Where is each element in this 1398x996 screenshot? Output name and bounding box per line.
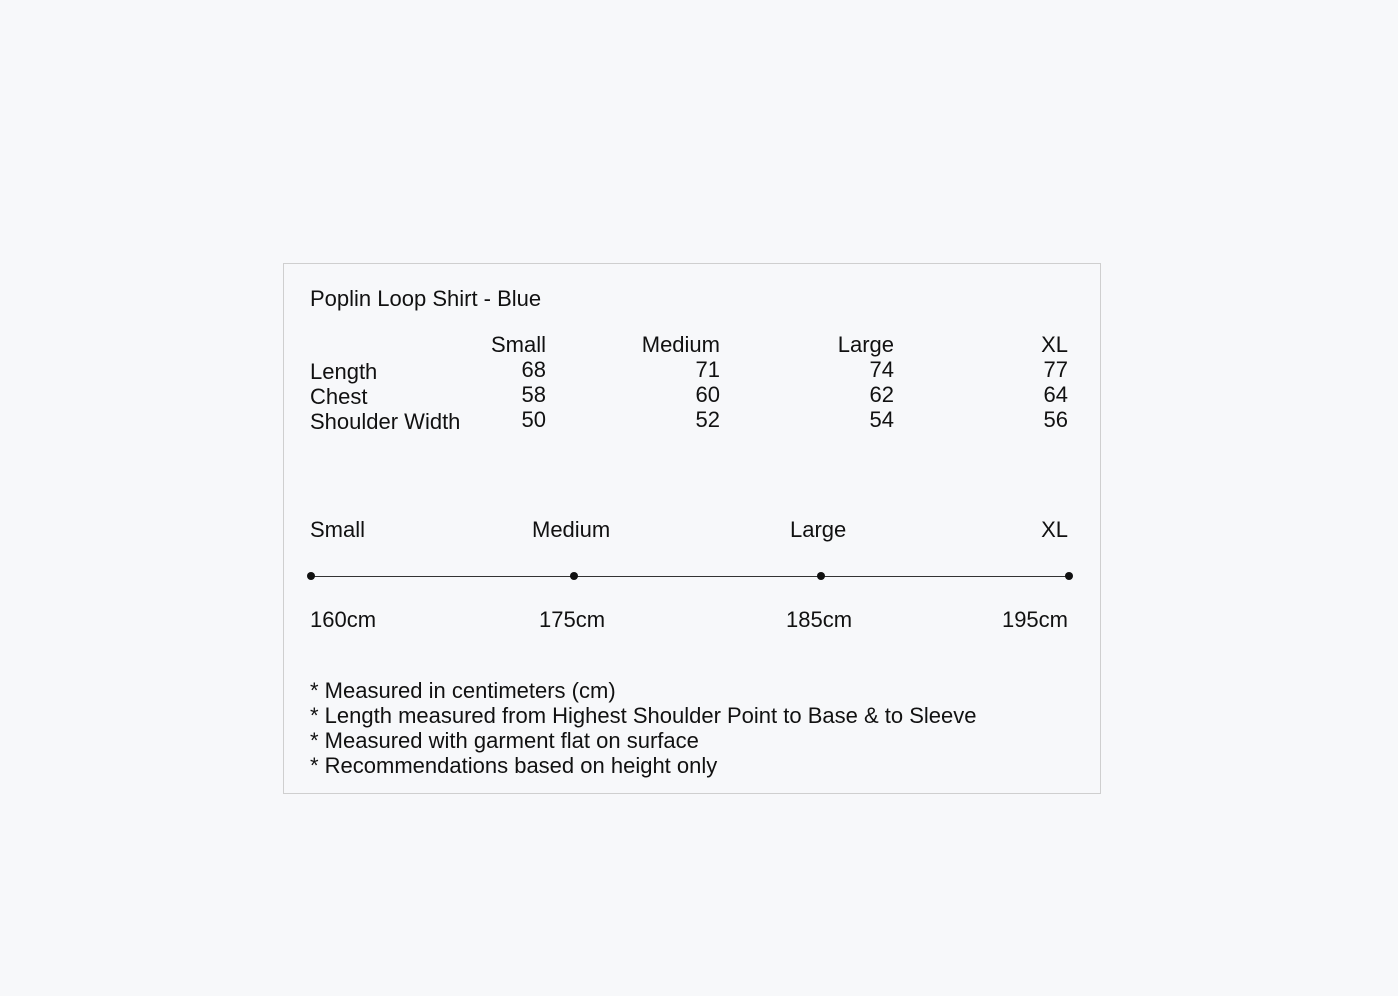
guide-height-medium: 175cm — [539, 607, 606, 632]
table-cell: 71 — [695, 357, 720, 382]
height-marker-dot — [817, 572, 825, 580]
height-marker-dot — [307, 572, 315, 580]
guide-height-xl: 195cm — [1001, 607, 1068, 632]
table-cell: 52 — [695, 407, 720, 432]
note-item: * Recommendations based on height only — [310, 753, 718, 778]
guide-size-xl: XL — [1041, 517, 1068, 542]
table-cell: 50 — [521, 407, 546, 432]
note-item: * Measured in centimeters (cm) — [310, 678, 616, 703]
table-cell: 74 — [869, 357, 894, 382]
table-cell: 54 — [869, 407, 894, 432]
column-header-large: Large — [837, 332, 894, 357]
note-item: * Length measured from Highest Shoulder Point to Base & to Sleeve — [310, 703, 977, 728]
size-chart-card — [283, 263, 1101, 794]
table-cell: 58 — [521, 382, 546, 407]
height-marker-dot — [570, 572, 578, 580]
notes-list — [310, 678, 977, 778]
row-label-chest: Chest — [310, 384, 368, 409]
table-cell: 56 — [1043, 407, 1068, 432]
column-header-medium: Medium — [641, 332, 720, 357]
table-cell: 60 — [695, 382, 720, 407]
row-label-length: Length — [310, 359, 378, 384]
table-cell: 64 — [1043, 382, 1068, 407]
column-header-xl: XL — [1041, 332, 1068, 357]
table-cell: 77 — [1043, 357, 1068, 382]
table-cell: 68 — [521, 357, 546, 382]
product-title: Poplin Loop Shirt - Blue — [310, 286, 542, 311]
guide-height-large: 185cm — [786, 607, 853, 632]
height-scale-line — [311, 576, 1070, 577]
table-cell: 62 — [869, 382, 894, 407]
guide-size-large: Large — [790, 517, 847, 542]
column-header-small: Small — [490, 332, 546, 357]
guide-size-small: Small — [310, 517, 366, 542]
note-item: * Measured with garment flat on surface — [310, 728, 699, 753]
height-marker-dot — [1065, 572, 1073, 580]
row-label-shoulder-width: Shoulder Width — [310, 409, 461, 434]
guide-height-small: 160cm — [310, 607, 377, 632]
guide-size-medium: Medium — [532, 517, 611, 542]
